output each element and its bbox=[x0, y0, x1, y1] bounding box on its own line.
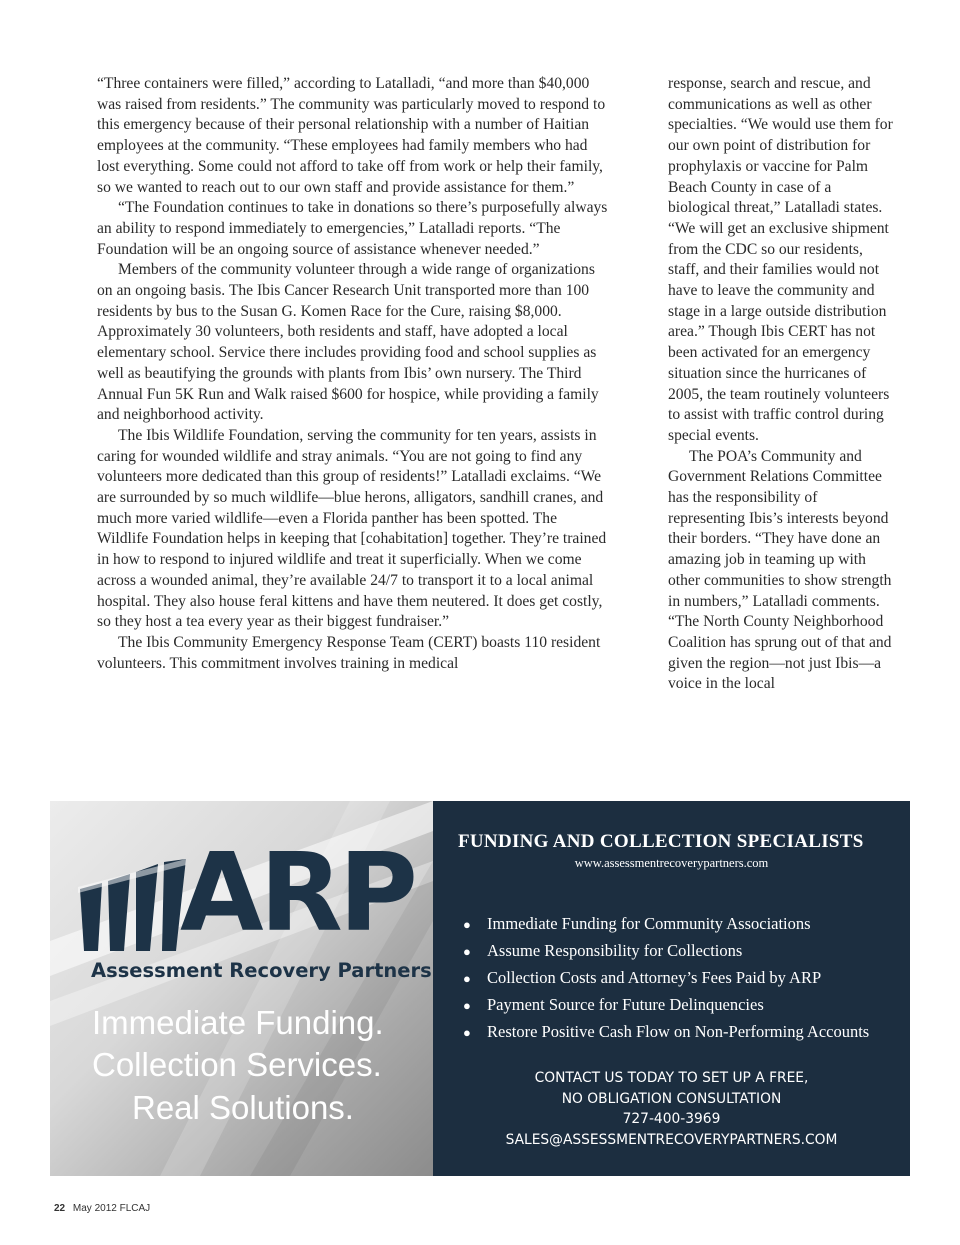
contact-line: NO OBLIGATION CONSULTATION bbox=[561, 1090, 782, 1107]
tagline: Immediate Funding. bbox=[92, 1004, 384, 1041]
ad-contact-block bbox=[433, 1068, 910, 1150]
contact-line: CONTACT US TODAY TO SET UP A FREE, bbox=[534, 1070, 809, 1086]
tagline: Real Solutions. bbox=[132, 1089, 354, 1126]
ad-bullet-item bbox=[463, 965, 869, 992]
ad-bullet-item bbox=[463, 992, 869, 1019]
ad-info-panel bbox=[433, 801, 910, 1176]
bullet-icon: ● bbox=[463, 971, 471, 986]
article-paragraph: “The Foundation continues to take in donations so there’s purposefully always an ability to respond immediately to emergencies,” Latalladi reports. “The Foundation will be an ongoing source of assistance whenever needed.” bbox=[97, 199, 608, 258]
page-number: 22 bbox=[54, 1203, 66, 1214]
contact-email[interactable]: SALES@ASSESSMENTRECOVERYPARTNERS.COM bbox=[505, 1131, 838, 1148]
publication-name: FLCAJ bbox=[119, 1203, 151, 1214]
bullet-text: Immediate Funding for Community Associations bbox=[487, 914, 811, 933]
bullet-icon: ● bbox=[463, 944, 471, 959]
ad-headline: FUNDING AND COLLECTION SPECIALISTS bbox=[458, 831, 864, 852]
article-right-column bbox=[668, 74, 896, 695]
bullet-text: Payment Source for Future Delinquencies bbox=[487, 995, 764, 1014]
ad-bullet-item bbox=[463, 911, 869, 938]
bullet-icon: ● bbox=[463, 917, 471, 932]
bullet-icon: ● bbox=[463, 1025, 471, 1040]
ad-brand-panel bbox=[50, 801, 433, 1176]
article-paragraph: Members of the community volunteer through a wide range of organizations on an ongoing basis. The Ibis Cancer Research Unit transported more than 100 residents by bus to the Susan G. Komen Race for the Cure, raising $8,000. Approximately 30 volunteers, both residents and staff, have adopted a local elementary school. Service there includes providing food and school supplies as well as beautifying the grounds with plants from Ibis’ own nursery. The Third Annual Fun 5K Run and Walk raised $600 for hospice, while providing a family and neighborhood activity. bbox=[97, 261, 599, 424]
ad-website-link[interactable]: www.assessmentrecoverypartners.com bbox=[574, 856, 769, 870]
arp-logo-icon bbox=[78, 859, 188, 954]
contact-phone[interactable]: 727-400-3969 bbox=[622, 1111, 721, 1127]
ad-bullet-list bbox=[463, 911, 869, 1046]
issue-date: May 2012 bbox=[72, 1203, 117, 1214]
article-paragraph: The POA’s Community and Government Relations Committee has the responsibility of representing Ibis’s interests beyond their borders. “They have done an amazing job in teaming up with other communities to show strength in numbers,” Latalladi comments. “The North County Neighborhood Coalition has sprung out of that and given the region—not just Ibis—a voice in the local bbox=[668, 447, 892, 693]
bullet-icon: ● bbox=[463, 998, 471, 1013]
article-paragraph: response, search and rescue, and communications as well as other specialties. “We would use them for our own point of distribution for prophylaxis or vaccine for Palm Beach County in case of a biological threat,” Latalladi states. “We will get an exclusive shipment from the CDC so our residents, staff, and their families would not have to leave the community and stage in a large outside distribution area.” Though Ibis CERT has not been activated for an emergency situation since the hurricanes of 2005, the team routinely volunteers to assist with traffic control during special events. bbox=[668, 75, 893, 444]
article-paragraph: The Ibis Community Emergency Response Team (CERT) boasts 110 resident volunteers. This commitment involves training in medical bbox=[97, 633, 601, 672]
bullet-text: Restore Positive Cash Flow on Non-Performing Accounts bbox=[487, 1022, 870, 1041]
page-footer bbox=[54, 1203, 150, 1214]
article-paragraph: “Three containers were filled,” according to Latalladi, “and more than $40,000 was raised from residents.” The community was particularly moved to respond to this emergency because of their personal relationship with a number of Haitian employees at the community. “These employees had family members who had lost everything. Some could not afford to take off from work or help their family, so we wanted to reach out to our own staff and provide assistance for them.” bbox=[97, 75, 606, 196]
ad-bullet-item bbox=[463, 938, 869, 965]
article-left-column bbox=[97, 74, 609, 674]
ad-bullet-item bbox=[463, 1019, 869, 1046]
arp-logo-text: ARP bbox=[180, 831, 414, 956]
bullet-text: Assume Responsibility for Collections bbox=[487, 941, 743, 960]
company-name: Assessment Recovery Partners bbox=[91, 959, 432, 982]
arp-advertisement bbox=[50, 801, 910, 1176]
bullet-text: Collection Costs and Attorney’s Fees Paid by ARP bbox=[487, 968, 822, 987]
tagline: Collection Services. bbox=[92, 1046, 382, 1083]
article-paragraph: The Ibis Wildlife Foundation, serving the community for ten years, assists in caring for wounded wildlife and stray animals. “You are not going to find any volunteers more dedicated than this group of residents!” Latalladi exclaims. “We are surrounded by so much wildlife—blue herons, alligators, sandhill cranes, and much more varied wildlife—even a Florida panther has been spotted. The Wildlife Foundation helps in keeping that [cohabitation] together. They’re trained in how to respond to injured wildlife and treat it superficially. When we come across a wounded animal, they’re available 24/7 to transport it to a local animal hospital. They also house feral kittens and have them neutered. It does get costly, so they host a tea every year as their biggest fundraiser.” bbox=[97, 426, 607, 631]
